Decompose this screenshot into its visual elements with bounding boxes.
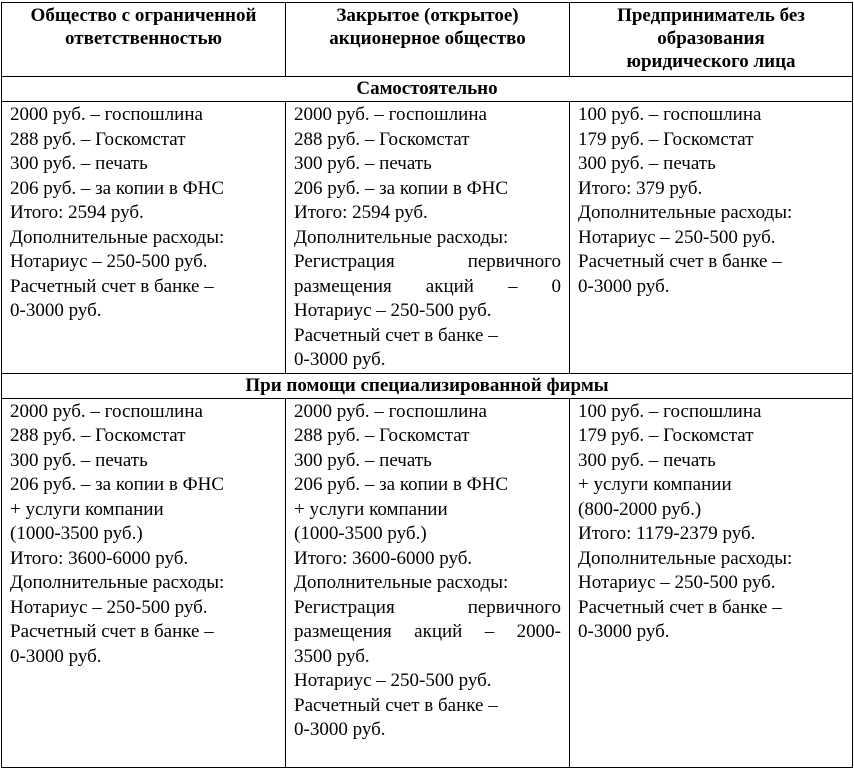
cell-line: 288 руб. – Госкомстат xyxy=(294,128,470,150)
cell-line: Дополнительные расходы: xyxy=(578,547,793,569)
cell-line: 206 руб. – за копии в ФНС xyxy=(294,177,509,199)
cell-line: 2000 руб. – госпошлина xyxy=(10,400,203,422)
cell-line: Дополнительные расходы: xyxy=(294,226,509,248)
cell-line: Нотариус – 250-500 руб. xyxy=(578,226,776,248)
cell-line: 2000 руб. – госпошлина xyxy=(294,400,487,422)
cell-line: Нотариус – 250-500 руб. xyxy=(578,572,776,593)
cell-line: Итого: 2594 руб. xyxy=(294,202,428,223)
section-row-firm xyxy=(2,373,853,398)
cell-line: (800-2000 руб.) xyxy=(578,498,702,520)
cell-line: 0-3000 руб. xyxy=(10,645,102,667)
cell-line: Расчетный счет в банке – xyxy=(10,621,214,642)
cell-line: Итого: 1179-2379 руб. xyxy=(578,523,756,544)
cell-line: 0-3000 руб. xyxy=(10,300,102,321)
cell-self-jsc xyxy=(286,102,570,374)
cell-line: Расчетный счет в банке – xyxy=(10,275,214,297)
cell-line: Итого: 3600-6000 руб. xyxy=(10,547,189,569)
cell-line: Нотариус – 250-500 руб. xyxy=(294,670,492,691)
cell-line: Дополнительные расходы: xyxy=(10,226,225,248)
section-title-firm: При помощи специализированной фирмы xyxy=(2,373,853,398)
cell-line: 206 руб. – за копии в ФНС xyxy=(10,177,225,199)
cell-line: Дополнительные расходы: xyxy=(578,202,793,223)
cell-line: Нотариус – 250-500 руб. xyxy=(10,596,208,618)
cell-line: (1000-3500 руб.) xyxy=(10,523,143,544)
cell-firm-jsc xyxy=(286,398,570,767)
cell-line: 3500 руб. xyxy=(294,645,370,667)
cell-line: 179 руб. – Госкомстат xyxy=(578,128,754,150)
header-row xyxy=(2,3,853,77)
cell-line: 0-3000 руб. xyxy=(578,275,670,297)
cell-line: Итого: 379 руб. xyxy=(578,177,703,199)
cell-line: + услуги компании xyxy=(578,474,732,495)
data-row-firm xyxy=(2,398,853,767)
cell-line: 206 руб. – за копии в ФНС xyxy=(10,474,225,495)
cell-line: Регистрация первичного xyxy=(294,596,561,618)
cell-line: 300 руб. – печать xyxy=(578,449,716,471)
cell-line: ответственностью xyxy=(64,28,223,49)
cell-line: 2000 руб. – госпошлина xyxy=(294,104,487,125)
registration-cost-table xyxy=(1,2,853,768)
cell-line: 300 руб. – печать xyxy=(294,449,432,471)
cell-line: Общество с ограниченной xyxy=(30,5,257,26)
cell-line: 179 руб. – Госкомстат xyxy=(578,425,754,446)
section-row-self xyxy=(2,77,853,102)
header-sole-proprietor xyxy=(570,3,853,77)
cell-line: Расчетный счет в банке – xyxy=(578,251,782,272)
header-jsc xyxy=(286,3,570,77)
cell-line: акционерное общество xyxy=(329,28,526,49)
data-row-self xyxy=(2,102,853,374)
cell-line: Расчетный счет в банке – xyxy=(294,324,498,346)
cell-line: 0-3000 руб. xyxy=(578,621,670,642)
cell-line: 2000 руб. – госпошлина xyxy=(10,104,203,125)
cell-firm-sole-proprietor xyxy=(570,398,853,767)
cell-line: 0-3000 руб. xyxy=(294,719,386,740)
cell-self-llc xyxy=(2,102,286,374)
cell-line: + услуги компании xyxy=(294,498,448,520)
cell-line: Регистрация первичного xyxy=(294,251,561,272)
cell-line: 300 руб. – печать xyxy=(10,449,148,471)
cell-line: Расчетный счет в банке – xyxy=(294,694,498,716)
cell-line: 300 руб. – печать xyxy=(294,153,432,174)
cell-line: Нотариус – 250-500 руб. xyxy=(294,300,492,321)
cell-line: Закрытое (открытое) xyxy=(336,5,519,26)
cell-line: 288 руб. – Госкомстат xyxy=(10,128,186,150)
cell-line: Итого: 2594 руб. xyxy=(10,202,144,223)
section-title-self: Самостоятельно xyxy=(2,77,853,102)
cell-line: 0-3000 руб. xyxy=(294,349,386,370)
cell-self-sole-proprietor xyxy=(570,102,853,374)
cell-line: размещения акций – 0 xyxy=(294,275,561,297)
cell-line: Нотариус – 250-500 руб. xyxy=(10,251,208,272)
cell-line: Дополнительные расходы: xyxy=(10,572,225,593)
cell-line: 300 руб. – печать xyxy=(578,153,716,174)
cell-line: (1000-3500 руб.) xyxy=(294,523,427,544)
cell-line: Итого: 3600-6000 руб. xyxy=(294,547,473,569)
cell-line: + услуги компании xyxy=(10,498,164,520)
cell-line: Расчетный счет в банке – xyxy=(578,596,782,618)
cell-line: 100 руб. – госпошлина xyxy=(578,104,762,125)
cell-firm-llc xyxy=(2,398,286,767)
cell-line: Дополнительные расходы: xyxy=(294,572,509,593)
cell-line: 300 руб. – печать xyxy=(10,153,148,174)
cell-line: юридического лица xyxy=(626,51,796,72)
cell-line: 100 руб. – госпошлина xyxy=(578,400,762,422)
cell-line: 288 руб. – Госкомстат xyxy=(10,425,186,446)
cell-line: образования xyxy=(657,28,765,49)
cell-line: 288 руб. – Госкомстат xyxy=(294,425,470,446)
cell-line: 206 руб. – за копии в ФНС xyxy=(294,474,509,495)
header-llc xyxy=(2,3,286,77)
cell-line: размещения акций – 2000- xyxy=(294,621,561,642)
cell-line: Предприниматель без xyxy=(617,5,805,26)
